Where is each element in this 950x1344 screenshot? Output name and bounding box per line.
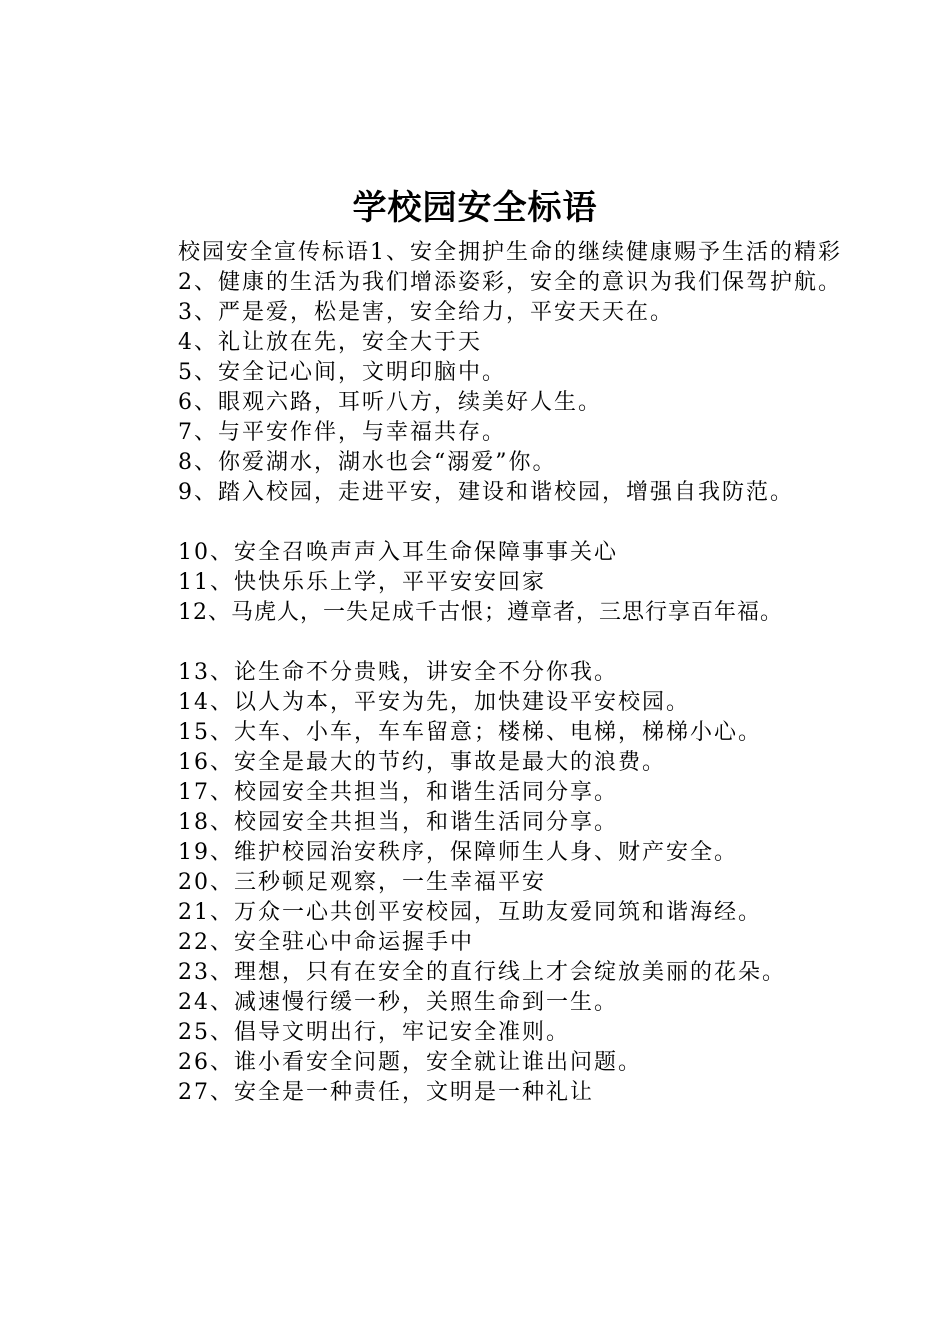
document-title: 学校园安全标语 (352, 188, 598, 228)
slogan-item: 6、眼观六路，耳听八方，续美好人生。 (178, 390, 602, 415)
slogan-item: 14、以人为本，平安为先，加快建设平安校园。 (178, 690, 690, 715)
slogan-item: 11、快快乐乐上学，平平安安回家 (178, 570, 546, 595)
blank-line (130, 508, 850, 538)
slogan-item: 8、你爱湖水，湖水也会“溺爱”你。 (178, 450, 557, 475)
slogan-item: 20、三秒顿足观察，一生幸福平安 (178, 870, 546, 895)
blank-line (130, 628, 850, 658)
slogan-item: 5、安全记心间，文明印脑中。 (178, 360, 506, 385)
slogan-item: 26、谁小看安全问题，安全就让谁出问题。 (178, 1050, 642, 1075)
document-body (130, 238, 850, 1108)
slogan-item: 2、健康的生活为我们增添姿彩，安全的意识为我们保驾护航。 (178, 270, 842, 295)
slogan-item: 4、礼让放在先，安全大于天 (178, 330, 482, 355)
slogan-item: 10、安全召唤声声入耳生命保障事事关心 (178, 540, 618, 565)
slogan-item: 19、维护校园治安秩序，保障师生人身、财产安全。 (178, 840, 738, 865)
paragraph-intro: 校园安全宣传标语1、安全拥护生命的继续健康赐予生活的精彩 (178, 240, 842, 265)
slogan-item: 25、倡导文明出行，牢记安全准则。 (178, 1020, 570, 1045)
slogan-item: 18、校园安全共担当，和谐生活同分享。 (178, 810, 618, 835)
slogan-item: 7、与平安作伴，与幸福共存。 (178, 420, 506, 445)
slogan-item: 12、马虎人，一失足成千古恨；遵章者，三思行享百年福。 (178, 600, 783, 625)
slogan-item: 23、理想，只有在安全的直行线上才会绽放美丽的花朵。 (178, 960, 786, 985)
slogan-item: 13、论生命不分贵贱，讲安全不分你我。 (178, 660, 618, 685)
slogan-item: 17、校园安全共担当，和谐生活同分享。 (178, 780, 618, 805)
slogan-item: 15、大车、小车，车车留意；楼梯、电梯，梯梯小心。 (178, 720, 762, 745)
slogan-item: 21、万众一心共创平安校园，互助友爱同筑和谐海经。 (178, 900, 762, 925)
slogan-item: 22、安全驻心中命运握手中 (178, 930, 474, 955)
slogan-item: 27、安全是一种责任，文明是一种礼让 (178, 1080, 594, 1105)
slogan-item: 9、踏入校园，走进平安，建设和谐校园，增强自我防范。 (178, 480, 794, 505)
slogan-item: 24、减速慢行缓一秒，关照生命到一生。 (178, 990, 618, 1015)
slogan-item: 3、严是爱，松是害，安全给力，平安天天在。 (178, 300, 674, 325)
slogan-item: 16、安全是最大的节约，事故是最大的浪费。 (178, 750, 666, 775)
